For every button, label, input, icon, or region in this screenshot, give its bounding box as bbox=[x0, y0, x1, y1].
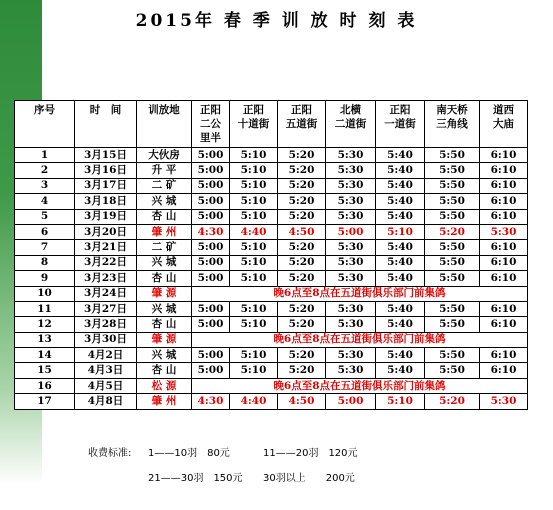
fee-standard bbox=[88, 444, 358, 510]
row-date: 3月24日 bbox=[75, 286, 137, 301]
row-time: 5:30 bbox=[326, 209, 376, 224]
row-time: 5:40 bbox=[376, 271, 425, 286]
row-place: 肇 源 bbox=[137, 286, 192, 301]
row-time: 5:30 bbox=[326, 148, 376, 163]
row-time: 6:10 bbox=[480, 178, 528, 193]
row-time: 5:40 bbox=[376, 194, 425, 209]
fee-item: 1——10羽 80元 bbox=[148, 448, 230, 459]
row-time: 5:50 bbox=[425, 348, 480, 363]
row-time: 5:30 bbox=[326, 363, 376, 378]
row-time: 5:30 bbox=[326, 317, 376, 332]
row-time: 5:10 bbox=[230, 255, 278, 270]
row-number: 16 bbox=[15, 378, 75, 393]
row-place: 杏 山 bbox=[137, 363, 192, 378]
row-time: 5:20 bbox=[278, 363, 326, 378]
row-place: 大伙房 bbox=[137, 148, 192, 163]
row-number: 2 bbox=[15, 163, 75, 178]
row-number: 6 bbox=[15, 224, 75, 239]
row-time: 5:40 bbox=[376, 317, 425, 332]
row-time: 4:50 bbox=[278, 224, 326, 239]
row-date: 4月3日 bbox=[75, 363, 137, 378]
row-time: 5:10 bbox=[230, 163, 278, 178]
column-header: 训放地 bbox=[137, 101, 192, 148]
row-date: 3月27日 bbox=[75, 301, 137, 316]
row-time: 5:40 bbox=[376, 240, 425, 255]
table-row bbox=[15, 378, 528, 393]
row-time: 5:00 bbox=[192, 271, 230, 286]
row-number: 11 bbox=[15, 301, 75, 316]
row-time: 5:10 bbox=[230, 271, 278, 286]
row-time: 5:10 bbox=[230, 317, 278, 332]
fee-label: 收费标准: bbox=[88, 448, 132, 459]
row-time: 4:40 bbox=[230, 394, 278, 409]
row-time: 5:20 bbox=[278, 301, 326, 316]
row-time: 5:20 bbox=[425, 394, 480, 409]
row-time: 4:40 bbox=[230, 224, 278, 239]
row-number: 7 bbox=[15, 240, 75, 255]
table-row bbox=[15, 209, 528, 224]
row-time: 4:30 bbox=[192, 394, 230, 409]
row-time: 5:20 bbox=[278, 178, 326, 193]
row-number: 3 bbox=[15, 178, 75, 193]
row-time: 5:30 bbox=[326, 194, 376, 209]
row-time: 5:10 bbox=[230, 301, 278, 316]
schedule-table bbox=[14, 100, 528, 410]
row-time: 5:20 bbox=[425, 224, 480, 239]
row-time: 5:10 bbox=[230, 240, 278, 255]
table-row bbox=[15, 317, 528, 332]
row-place: 兴 城 bbox=[137, 194, 192, 209]
row-time: 5:20 bbox=[278, 163, 326, 178]
row-time: 5:50 bbox=[425, 240, 480, 255]
row-time: 5:10 bbox=[376, 394, 425, 409]
row-number: 13 bbox=[15, 332, 75, 347]
row-time: 5:00 bbox=[192, 148, 230, 163]
table-row bbox=[15, 194, 528, 209]
row-number: 10 bbox=[15, 286, 75, 301]
row-date: 3月22日 bbox=[75, 255, 137, 270]
row-place: 二 矿 bbox=[137, 178, 192, 193]
row-date: 3月15日 bbox=[75, 148, 137, 163]
column-header: 正阳 二公 里半 bbox=[192, 101, 230, 148]
row-date: 3月16日 bbox=[75, 163, 137, 178]
row-time: 5:40 bbox=[376, 348, 425, 363]
row-time: 5:10 bbox=[230, 348, 278, 363]
row-number: 15 bbox=[15, 363, 75, 378]
row-time: 5:50 bbox=[425, 148, 480, 163]
row-time: 5:00 bbox=[192, 301, 230, 316]
row-time: 5:20 bbox=[278, 255, 326, 270]
row-time: 5:30 bbox=[326, 163, 376, 178]
row-time: 5:20 bbox=[278, 240, 326, 255]
row-time: 5:10 bbox=[230, 148, 278, 163]
row-time: 5:20 bbox=[278, 348, 326, 363]
row-place: 兴 城 bbox=[137, 348, 192, 363]
row-date: 3月17日 bbox=[75, 178, 137, 193]
row-time: 5:40 bbox=[376, 148, 425, 163]
row-number: 17 bbox=[15, 394, 75, 409]
row-place: 杏 山 bbox=[137, 317, 192, 332]
row-time: 5:10 bbox=[376, 224, 425, 239]
row-note: 晚6点至8点在五道街俱乐部门前集鸽 bbox=[192, 332, 528, 347]
row-time: 5:40 bbox=[376, 255, 425, 270]
row-time: 5:20 bbox=[278, 209, 326, 224]
row-place: 肇 源 bbox=[137, 332, 192, 347]
row-time: 5:50 bbox=[425, 271, 480, 286]
row-place: 二 矿 bbox=[137, 240, 192, 255]
table-row bbox=[15, 271, 528, 286]
row-time: 5:40 bbox=[376, 178, 425, 193]
row-time: 6:10 bbox=[480, 240, 528, 255]
table-row bbox=[15, 148, 528, 163]
row-time: 6:10 bbox=[480, 148, 528, 163]
row-place: 肇 州 bbox=[137, 224, 192, 239]
row-time: 6:10 bbox=[480, 317, 528, 332]
row-time: 5:50 bbox=[425, 209, 480, 224]
row-time: 5:00 bbox=[192, 178, 230, 193]
table-row bbox=[15, 286, 528, 301]
row-time: 5:00 bbox=[192, 255, 230, 270]
row-time: 6:10 bbox=[480, 209, 528, 224]
row-time: 5:50 bbox=[425, 163, 480, 178]
row-place: 升 平 bbox=[137, 163, 192, 178]
row-date: 4月8日 bbox=[75, 394, 137, 409]
column-header: 道西 大庙 bbox=[480, 101, 528, 148]
row-note: 晚6点至8点在五道街俱乐部门前集鸽 bbox=[192, 378, 528, 393]
row-time: 5:30 bbox=[480, 394, 528, 409]
row-time: 5:20 bbox=[278, 148, 326, 163]
column-header: 正阳 五道街 bbox=[278, 101, 326, 148]
row-time: 5:40 bbox=[376, 209, 425, 224]
table-row bbox=[15, 348, 528, 363]
row-time: 6:10 bbox=[480, 301, 528, 316]
fee-item: 30羽以上 200元 bbox=[263, 473, 355, 484]
row-number: 14 bbox=[15, 348, 75, 363]
row-time: 5:40 bbox=[376, 163, 425, 178]
fee-item: 21——30羽 150元 bbox=[148, 473, 243, 484]
column-header: 时 间 bbox=[75, 101, 137, 148]
row-number: 8 bbox=[15, 255, 75, 270]
row-time: 5:40 bbox=[376, 363, 425, 378]
row-note: 晚6点至8点在五道街俱乐部门前集鸽 bbox=[192, 286, 528, 301]
row-time: 5:30 bbox=[326, 348, 376, 363]
row-date: 4月5日 bbox=[75, 378, 137, 393]
row-time: 6:10 bbox=[480, 363, 528, 378]
row-time: 5:00 bbox=[192, 363, 230, 378]
column-header: 序号 bbox=[15, 101, 75, 148]
row-time: 5:00 bbox=[192, 209, 230, 224]
row-time: 6:10 bbox=[480, 348, 528, 363]
row-time: 5:50 bbox=[425, 363, 480, 378]
row-time: 5:00 bbox=[192, 317, 230, 332]
row-time: 5:10 bbox=[230, 209, 278, 224]
row-date: 3月28日 bbox=[75, 317, 137, 332]
row-date: 3月30日 bbox=[75, 332, 137, 347]
row-time: 5:40 bbox=[376, 301, 425, 316]
row-place: 兴 城 bbox=[137, 255, 192, 270]
table-row bbox=[15, 394, 528, 409]
table-row bbox=[15, 224, 528, 239]
fee-item: 11——20羽 120元 bbox=[263, 448, 358, 459]
column-header: 南天桥 三角线 bbox=[425, 101, 480, 148]
row-time: 5:50 bbox=[425, 255, 480, 270]
row-number: 5 bbox=[15, 209, 75, 224]
row-place: 兴 城 bbox=[137, 301, 192, 316]
row-time: 5:50 bbox=[425, 317, 480, 332]
row-time: 5:00 bbox=[192, 348, 230, 363]
row-date: 3月19日 bbox=[75, 209, 137, 224]
row-time: 5:00 bbox=[192, 194, 230, 209]
row-date: 3月18日 bbox=[75, 194, 137, 209]
row-time: 5:30 bbox=[326, 271, 376, 286]
row-number: 4 bbox=[15, 194, 75, 209]
row-time: 5:30 bbox=[326, 240, 376, 255]
row-place: 杏 山 bbox=[137, 209, 192, 224]
row-place: 松 源 bbox=[137, 378, 192, 393]
row-time: 4:50 bbox=[278, 394, 326, 409]
row-time: 4:30 bbox=[192, 224, 230, 239]
row-time: 5:10 bbox=[230, 178, 278, 193]
row-time: 5:50 bbox=[425, 194, 480, 209]
row-time: 5:10 bbox=[230, 363, 278, 378]
row-time: 5:00 bbox=[326, 394, 376, 409]
table-row bbox=[15, 178, 528, 193]
row-time: 6:10 bbox=[480, 163, 528, 178]
row-time: 5:50 bbox=[425, 178, 480, 193]
row-time: 6:10 bbox=[480, 255, 528, 270]
page-title: 2015年 春 季 训 放 时 刻 表 bbox=[135, 11, 418, 31]
row-place: 肇 州 bbox=[137, 394, 192, 409]
column-header: 北横 二道街 bbox=[326, 101, 376, 148]
row-date: 4月2日 bbox=[75, 348, 137, 363]
row-time: 5:30 bbox=[326, 255, 376, 270]
column-header: 正阳 十道街 bbox=[230, 101, 278, 148]
table-row bbox=[15, 363, 528, 378]
row-date: 3月21日 bbox=[75, 240, 137, 255]
row-number: 1 bbox=[15, 148, 75, 163]
row-time: 5:30 bbox=[480, 224, 528, 239]
row-time: 5:30 bbox=[326, 178, 376, 193]
row-time: 5:20 bbox=[278, 194, 326, 209]
row-time: 6:10 bbox=[480, 271, 528, 286]
row-time: 5:10 bbox=[230, 194, 278, 209]
table-row bbox=[15, 332, 528, 347]
table-row bbox=[15, 255, 528, 270]
row-time: 5:00 bbox=[192, 163, 230, 178]
row-number: 12 bbox=[15, 317, 75, 332]
table-row bbox=[15, 163, 528, 178]
row-time: 5:00 bbox=[192, 240, 230, 255]
row-time: 6:10 bbox=[480, 194, 528, 209]
row-time: 5:00 bbox=[326, 224, 376, 239]
column-header: 正阳 一道街 bbox=[376, 101, 425, 148]
table-row bbox=[15, 240, 528, 255]
table-body bbox=[15, 148, 528, 410]
row-time: 5:50 bbox=[425, 301, 480, 316]
row-date: 3月20日 bbox=[75, 224, 137, 239]
row-time: 5:20 bbox=[278, 317, 326, 332]
table-row bbox=[15, 301, 528, 316]
row-time: 5:30 bbox=[326, 301, 376, 316]
row-number: 9 bbox=[15, 271, 75, 286]
row-place: 杏 山 bbox=[137, 271, 192, 286]
row-date: 3月23日 bbox=[75, 271, 137, 286]
row-time: 5:20 bbox=[278, 271, 326, 286]
table-header-row bbox=[15, 101, 528, 148]
